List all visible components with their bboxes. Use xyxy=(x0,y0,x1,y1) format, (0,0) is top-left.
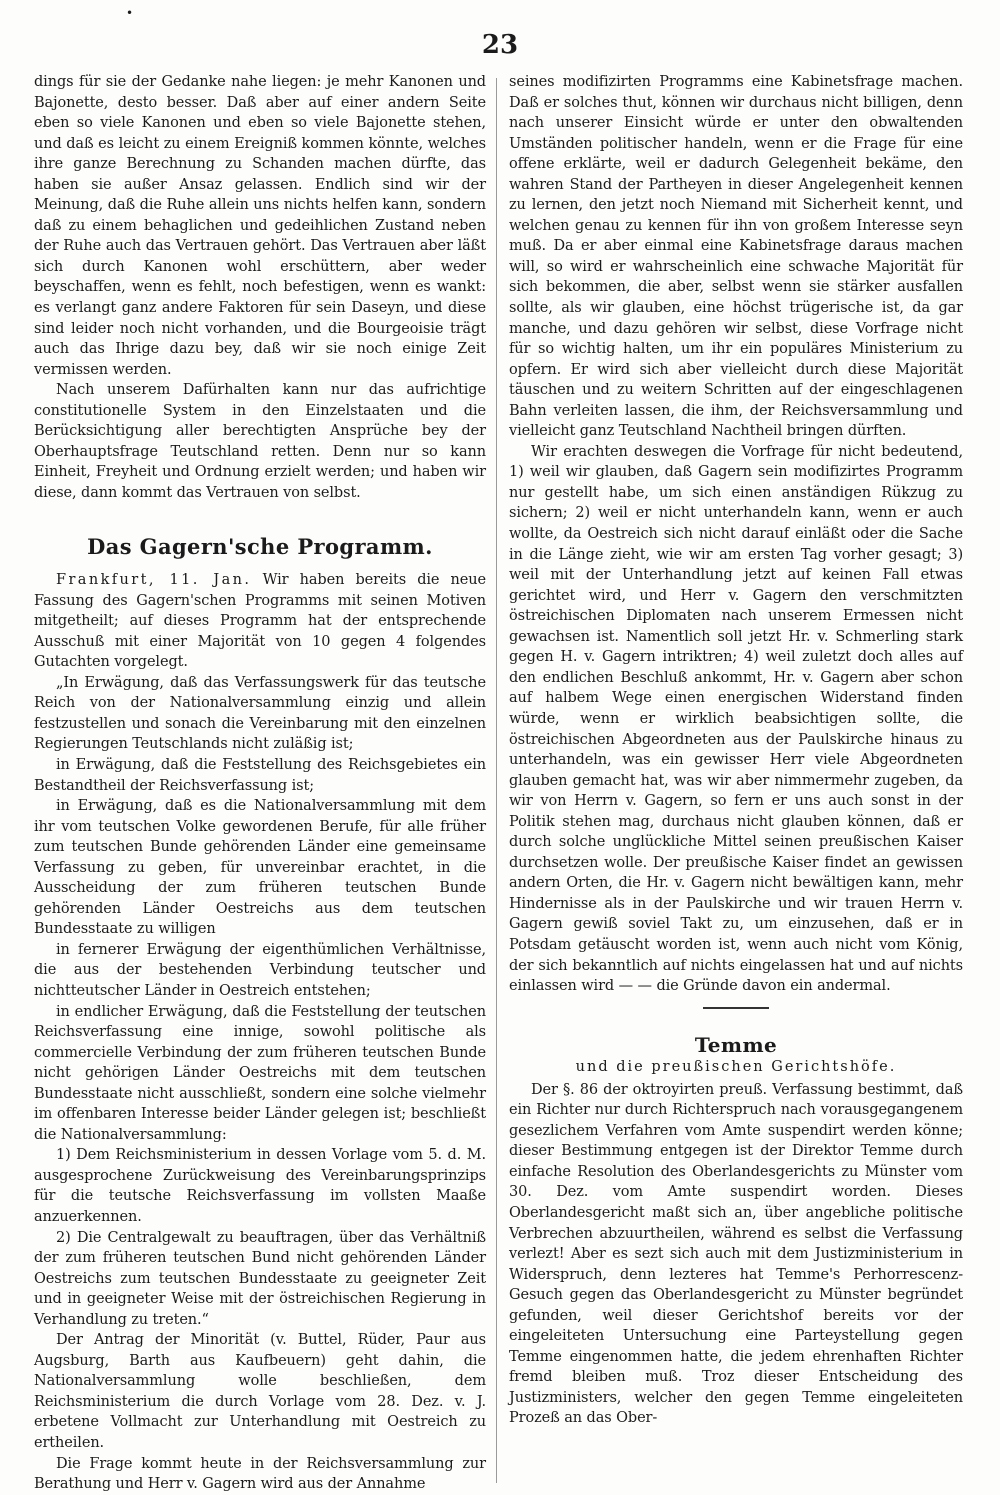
temme-article-paragraph: Der §. 86 der oktroyirten preuß. Verfassung bestimmt, daß ein Richter nur durch Richterspruch nach vorausgegangenem gesezlichem Verfahren vom Amte suspendirt werden könne; dieser Bestimmung entgegen ist der Direktor Temme durch einfache Resolution des Oberlandesgerichts zu Münster vom 30. Dez. vom Amte suspendirt worden. Dieses Oberlandesgericht maßt sich an, über angebliche politische Verbrechen abzuurtheilen, während es selbst die Verfassung verlezt! Aber es sezt sich auch mit dem Justizministerium in Widerspruch, denn lezteres hat Temme's Perhorrescenz-Gesuch gegen das Oberlandesgericht zu Münster begründet gefunden, weil dieser Gerichtshof bereits vor der eingeleiteten Untersuchung eine Parteystellung gegen Temme eingenommen hatte, die jedem ehrenhaften Richter fremd bleiben muß. Troz dieser Entscheidung des Justizministers, welcher den gegen Temme eingeleiteten Prozeß an das Ober- xyxy=(509,1081,963,1427)
resolution-paragraph: in fernerer Erwägung der eigenthümlichen Verhältnisse, die aus der bestehenden Verbindung teutscher und nichtteutscher Länder in Oestreich entstehen; xyxy=(34,941,486,999)
conclusion-paragraph: Nach unserem Dafürhalten kann nur das aufrichtige constitutionelle System in den Einzelstaaten und die Berücksichtigung aller berechtigten Ansprüche bey der Oberhauptsfrage Teutschland retten. Denn nur so kann Einheit, Freyheit und Ordnung erzielt werden; und haben wir diese, dann kommt das Vertrauen von selbst. xyxy=(34,382,486,501)
minority-motion-paragraph: Der Antrag der Minorität (v. Buttel, Rüder, Paur aus Augsburg, Barth aus Kaufbeuern) geht dahin, die Nationalversammlung wolle beschließen, dem Reichsministerium die durch Vorlage vom 28. Dez. v. J. erbetene Vollmacht zur Unterhandlung mit Oestreich zu ertheilen. xyxy=(34,1332,486,1451)
resolution-item-2: 2) Die Centralgewalt zu beauftragen, über das Verhältniß der zum früheren teutschen Bund nicht gehörenden Länder Oestreichs zum teutschen Bundesstaate zu geeigneter Zeit und in geeigneter Weise mit der östreichischen Regierung in Verhandlung zu treten.“ xyxy=(34,1229,486,1328)
column-divider xyxy=(496,78,497,1483)
right-column xyxy=(509,72,963,1429)
intro-paragraph: dings für sie der Gedanke nahe liegen: je mehr Kanonen und Bajonette, desto besser. Daß aber auf einer andern Seite eben so viele Kanonen und eben so viele Bajonette stehen, und daß es leicht zu einem Ereigniß kommen könnte, welches ihre ganze Berechnung zu Schanden machen dürfte, das haben sie außer Ansaz gelassen. Endlich sind wir der Meinung, daß die Ruhe allein uns nichts helfen kann, sondern daß zu einem behaglichen und gedeihlichen Zustand neben der Ruhe auch das Vertrauen gehört. Das Vertrauen aber läßt sich durch Kanonen wohl erschüttern, aber weder beyschaffen, wenn es fehlt, noch befestigen, wenn es wankt: es verlangt ganz andere Faktoren für sein Daseyn, und diese sind leider noch nicht vorhanden, und die Bourgeoisie trägt auch das Ihrige dazu bey, daß wir sie noch einige Zeit vermissen werden. xyxy=(34,74,486,378)
resolution-paragraph: in Erwägung, daß es die Nationalversammlung mit dem ihr vom teutschen Volke gewordenen Berufe, für alle früher zum teutschen Bunde gehörenden Länder eine gemeinsame Verfassung zu geben, für unvereinbar erachtet, in die Ausscheidung der zum früheren teutschen Bunde gehörenden Länder Oestreichs aus dem teutschen Bundesstaate zu willigen xyxy=(34,798,486,938)
dateline: Frankfurt, 11. Jan. xyxy=(56,572,252,589)
continuation-paragraph: seines modifizirten Programms eine Kabinetsfrage machen. Daß er solches thut, können wir durchaus nicht billigen, denn nach unserer Einsicht würde er unter den obwaltenden Umständen politischer handeln, wenn er die Frage für eine offene erklärte, weil er dadurch Gelegenheit bekäme, den wahren Stand der Partheyen in dieser Angelegenheit kennen zu lernen, den jetzt noch Niemand mit Sicherheit kennt, und welchen genau zu kennen für ihn von großem Interesse seyn muß. Da er aber einmal eine Kabinetsfrage daraus machen will, so wird er wahrscheinlich eine schwache Majorität für sich bekommen, die aber, selbst wenn sie stärker ausfallen sollte, als wir glauben, eine höchst trügerische ist, da gar manche, und dazu gehören wir selbst, diese Vorfrage nicht für so wichtig halten, um ihr ein populäres Ministerium zu opfern. Er wird sich aber vielleicht durch diese Majorität täuschen und zu weitern Schritten auf der eingeschlagenen Bahn verleiten lassen, die ihm, der Reichsversammlung und vielleicht ganz Teutschland Nachtheil bringen dürften. xyxy=(509,74,963,440)
left-column xyxy=(34,72,486,1495)
resolution-paragraph: in Erwägung, daß die Feststellung des Reichsgebietes ein Bestandtheil der Reichsverfassung ist; xyxy=(34,756,486,794)
section-separator xyxy=(703,1007,769,1009)
page-number: 23 xyxy=(481,30,519,60)
article-lead-paragraph xyxy=(34,570,486,673)
lead-text: Wir haben bereits die neue Fassung des Gagern'schen Programms mit seinen Motiven mitgetheilt; auf dieses Programm hat der entsprechende Ausschuß mit einer Majorität von 10 gegen 4 folgendes Gutachten vorgelegt. xyxy=(34,572,486,671)
article-subheading: und die preußischen Gerichtshöfe. xyxy=(575,1059,897,1076)
article-heading-temme: Temme xyxy=(694,1032,778,1057)
page-corner-mark: • xyxy=(126,6,134,20)
closing-paragraph: Die Frage kommt heute in der Reichsversammlung zur Berathung und Herr v. Gagern wird aus der Annahme xyxy=(34,1455,486,1493)
article-heading-gagern: Das Gagern'sche Programm. xyxy=(87,534,433,560)
analysis-paragraph: Wir erachten deswegen die Vorfrage für nicht bedeutend, 1) weil wir glauben, daß Gagern sein modifizirtes Programm nur gestellt habe, um sich einen anständigen Rükzug zu sichern; 2) weil er nicht unterhandeln kann, wenn er auch wollte, da Oestreich sich nicht darauf einläßt oder die Sache in die Länge zieht, wie wir am ersten Tag vorher gesagt; 3) weil mit der Unterhandlung jetzt auf keinen Fall etwas gerichtet wird, und Herr v. Gagern den verschmitzten östreichischen Diplomaten nach unserem Ermessen nicht gewachsen ist. Namentlich soll jetzt Hr. v. Schmerling stark gegen H. v. Gagern intriktren; 4) weil zuletzt doch alles auf den endlichen Beschluß ankommt, Hr. v. Gagern aber schon auf halbem Wege einen energischen Widerstand finden würde, wenn er wirklich beabsichtigen sollte, die östreichischen Abgeordneten aus der Paulskirche hinaus zu unterhandeln, was ein gewisser Herr viele Abgeordneten glauben gemacht hat, was wir aber nimmermehr zugeben, da wir von Herrn v. Gagern, so fern er uns auch sonst in der Politik stehen mag, durchaus nicht glauben können, daß er durch solche unglückliche Mittel seinen preußischen Kaiser durchsetzen wolle. Der preußische Kaiser findet an gewissen andern Orten, die Hr. v. Gagern nicht bewältigen kann, mehr Hindernisse als in der Paulskirche und wir trauen Herrn v. Gagern gewiß soviel Takt zu, um einzusehen, daß er in Potsdam getäuscht worden ist, wenn auch nicht vom König, der sich bekanntlich auf nichts eingelassen hat und auf nichts einlassen wird — — die Gründe davon ein andermal. xyxy=(509,443,963,995)
resolution-paragraph: „In Erwägung, daß das Verfassungswerk für das teutsche Reich von der Nationalversammlung einzig und allein festzustellen und sonach die Vereinbarung mit den einzelnen Regierungen Teutschlands nicht zuläßig ist; xyxy=(34,674,486,753)
resolution-item-1: 1) Dem Reichsministerium in dessen Vorlage vom 5. d. M. ausgesprochene Zurückweisung des Vereinbarungsprinzips für die teutsche Reichsverfassung im vollsten Maaße anzuerkennen. xyxy=(34,1147,486,1225)
resolution-paragraph: in endlicher Erwägung, daß die Feststellung der teutschen Reichsverfassung eine innige, sowohl politische als commercielle Verbindung der zum früheren teutschen Bunde nicht gehörigen Länder Oestreichs mit dem teutschen Bundesstaate nicht ausschließt, sondern eine solche vielmehr im offenbaren Interesse beider Länder gelegen ist; beschließt die Nationalversammlung: xyxy=(34,1003,486,1143)
